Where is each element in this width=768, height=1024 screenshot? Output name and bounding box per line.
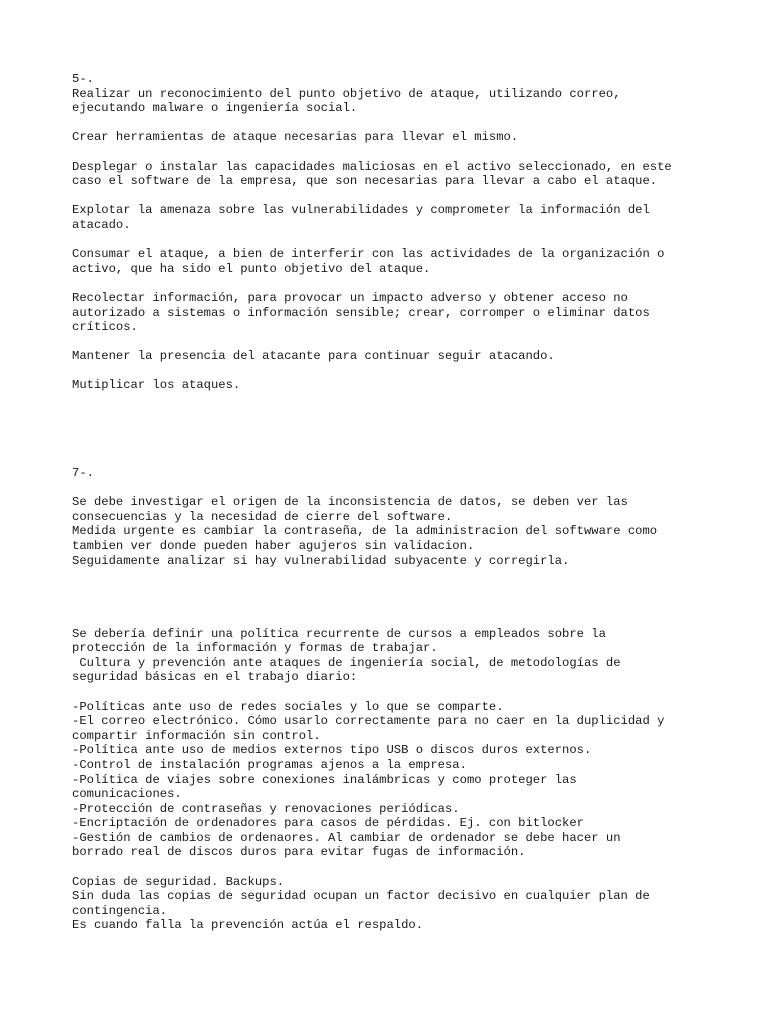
- blank-line: [72, 422, 712, 437]
- text-line: críticos.: [72, 320, 138, 335]
- text-line: ejecutando malware o ingeniería social.: [72, 101, 358, 116]
- blank-line: [72, 233, 712, 248]
- text-line: protección de la información y formas de trabajar.: [72, 641, 438, 656]
- text-line: Se debería definir una política recurrente de cursos a empleados sobre la: [72, 626, 606, 641]
- text-line: Consumar el ataque, a bien de interferir con las actividades de la organización o: [72, 247, 665, 262]
- blank-line: [72, 612, 712, 627]
- text-line: compartir información sin control.: [72, 728, 321, 743]
- text-line: Realizar un reconocimiento del punto objetivo de ataque, utilizando correo,: [72, 86, 621, 101]
- text-line: seguridad básicas en el trabajo diario:: [72, 670, 358, 685]
- text-line: contingencia.: [72, 903, 168, 918]
- text-line: Desplegar o instalar las capacidades maliciosas en el activo seleccionado, en este: [72, 159, 672, 174]
- text-line: Seguidamente analizar si hay vulnerabilidad subyacente y corregirla.: [72, 553, 570, 568]
- document-page: [72, 72, 712, 933]
- text-line: Es cuando falla la prevención actúa el respaldo.: [72, 918, 424, 933]
- text-line: consecuencias y la necesidad de cierre del software.: [72, 509, 453, 524]
- blank-line: [72, 437, 712, 452]
- text-line: Copias de seguridad. Backups.: [72, 874, 285, 889]
- text-line: atacado.: [72, 217, 131, 232]
- blank-line: [72, 145, 712, 160]
- blank-line: [72, 583, 712, 598]
- text-line: Mutiplicar los ataques.: [72, 378, 241, 393]
- text-line: tambien ver donde pueden haber agujeros sin validacion.: [72, 539, 475, 553]
- text-line: borrado real de discos duros para evitar fugas de información.: [72, 845, 526, 860]
- text-line: -Política de viajes sobre conexiones inalámbricas y como proteger las: [72, 772, 577, 787]
- text-line: 5-.: [72, 72, 94, 86]
- text-line: Recolectar información, para provocar un impacto adverso y obtener acceso no: [72, 290, 628, 305]
- blank-line: [72, 276, 712, 291]
- text-line: Se debe investigar el origen de la inconsistencia de datos, se deben ver las: [72, 495, 628, 510]
- text-line: -Gestión de cambios de ordenaores. Al cambiar de ordenador se debe hacer un: [72, 830, 621, 845]
- text-line: Crear herramientas de ataque necesarias para llevar el mismo.: [72, 130, 519, 145]
- blank-line: [72, 393, 712, 408]
- text-line: -Política ante uso de medios externos tipo USB o discos duros externos.: [72, 743, 592, 758]
- blank-line: [72, 568, 712, 583]
- text-line: activo, que ha sido el punto objetivo del ataque.: [72, 261, 431, 276]
- blank-line: [72, 860, 712, 875]
- text-line: Cultura y prevención ante ataques de ingeniería social, de metodologías de: [72, 655, 621, 670]
- blank-line: [72, 597, 712, 612]
- blank-line: [72, 335, 712, 350]
- text-line: Sin duda las copias de seguridad ocupan un factor decisivo en cualquier plan de: [72, 889, 650, 904]
- text-line: -El correo electrónico. Cómo usarlo correctamente para no caer en la duplicidad y: [72, 714, 665, 729]
- text-line: -Políticas ante uso de redes sociales y lo que se comparte.: [72, 699, 504, 714]
- blank-line: [72, 685, 712, 700]
- text-line: comunicaciones.: [72, 787, 182, 802]
- blank-line: [72, 451, 712, 466]
- text-line: -Encriptación de ordenadores para casos de pérdidas. Ej. con bitlocker: [72, 816, 584, 831]
- text-line: -Protección de contraseñas y renovaciones periódicas.: [72, 801, 460, 816]
- text-line: -Control de instalación programas ajenos a la empresa.: [72, 757, 467, 772]
- text-line: 7-.: [72, 466, 94, 481]
- text-line: caso el software de la empresa, que son necesarias para llevar a cabo el ataque.: [72, 174, 658, 189]
- text-line: autorizado a sistemas o información sensible; crear, corromper o eliminar datos: [72, 305, 650, 320]
- blank-line: [72, 189, 712, 204]
- text-line: Explotar la amenaza sobre las vulnerabilidades y comprometer la información del: [72, 203, 650, 218]
- blank-line: [72, 364, 712, 379]
- blank-line: [72, 116, 712, 131]
- text-line: Medida urgente es cambiar la contraseña, de la administracion del softwware como: [72, 524, 658, 539]
- text-line: Mantener la presencia del atacante para continuar seguir atacando.: [72, 349, 555, 364]
- blank-line: [72, 481, 712, 496]
- blank-line: [72, 408, 712, 423]
